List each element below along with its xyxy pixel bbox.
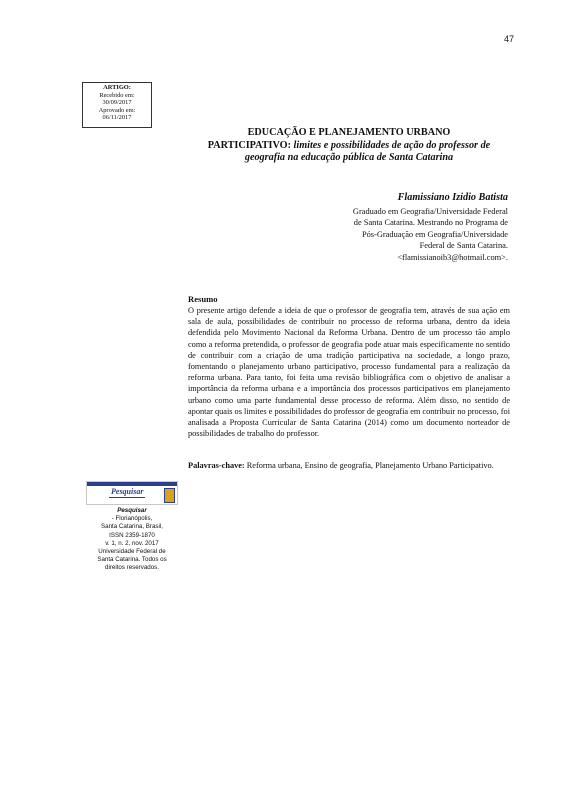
affiliation-line: de Santa Catarina. Mestrando no Programa de [353,218,508,228]
author-email[interactable]: <flamissianoib3@hotmail.com>. [397,252,508,262]
approved-date: 06/11/2017 [102,114,132,122]
page-number: 47 [503,34,514,44]
abstract-heading: Resumo [188,294,218,304]
title-line-3: geografia na educação pública de Santa Catarina [244,152,454,164]
journal-info [82,507,182,573]
article-title [188,127,510,165]
journal-volume: v. 1, n. 2, nov. 2017 [105,539,159,547]
affiliation-line: Federal de Santa Catarina. [419,241,508,251]
keywords-text: Reforma urbana, Ensino de geografia, Planejamento Urbano Participativo. [244,461,494,470]
affiliation-line: Graduado em Geografia/Universidade Federal [352,207,508,216]
author-name: Flamissiano Izidio Batista [397,192,508,203]
journal-cover-image [86,481,178,505]
title-line-2 [188,140,510,153]
received-label: Recebido em: [99,91,135,99]
logo-underline [109,497,145,498]
cover-band [87,482,177,486]
affiliation-line: Pós-Graduação em Geografia/Universidade [361,229,508,239]
subtitle-part: limites e possibilidades de ação do professor de [290,139,491,151]
abstract-text: O presente artigo defende a ideia de que o professor de geografia tem, através de sua ação em sala de aula, possibilidades de contribuir no processo de reforma urbana, dentro da ideia defendida pelo Movimento Nacional da Reforma Urbana. Dentro de um processo tão amplo como a reforma pretendida, o professor de geografia pode atuar mais especificamente no sentido de contribuir com a criação de uma tradição participativa na sociedade, a longo prazo, fomentando o planejamento urbano participativo, processo fundamental para a realização da reforma urbana. Para tanto, foi feita uma revisão bibliográfica com o objetivo de analisar a importância da reforma urbana e a importância dos processos participativos em planejamento urbano como uma parte fundamental desse processo de reforma. Além disso, no sentido de apontar quais os limites e possibilidades do professor de geografia em contribuir no processo, foi analisada a Proposta Curricular de Santa Catarina (2014) como um documento norteador de possibilidades de trabalho do professor. [188,306,510,439]
title-bold-part: PARTICIPATIVO: [207,139,291,151]
title-line-1: EDUCAÇÃO E PLANEJAMENTO URBANO [247,127,451,138]
seal-icon [164,488,175,503]
received-date: 30/09/2017 [102,99,132,107]
journal-info-line-2: Santa Catarina, Brasil, [101,523,163,531]
journal-issn: ISSN 2359-1870 [109,531,155,539]
journal-name: Pesquisar [117,507,147,514]
journal-info-line-5: Universidade Federal de [98,548,166,556]
journal-info-line-7: direitos reservados. [105,564,159,572]
author-affiliation [318,206,508,263]
journal-info-line-6: Santa Catarina. Todos os [97,556,167,564]
article-label: ARTIGO: [103,84,131,91]
journal-location: - Florianópolis, [111,515,153,523]
journal-logo: Pesquisar [111,487,144,496]
article-info-box [82,82,152,128]
keywords-label: Palavras-chave: [188,461,245,470]
approved-label: Aprovado em: [98,106,136,114]
keywords [188,460,510,471]
journal-info-line-1 [82,507,182,523]
